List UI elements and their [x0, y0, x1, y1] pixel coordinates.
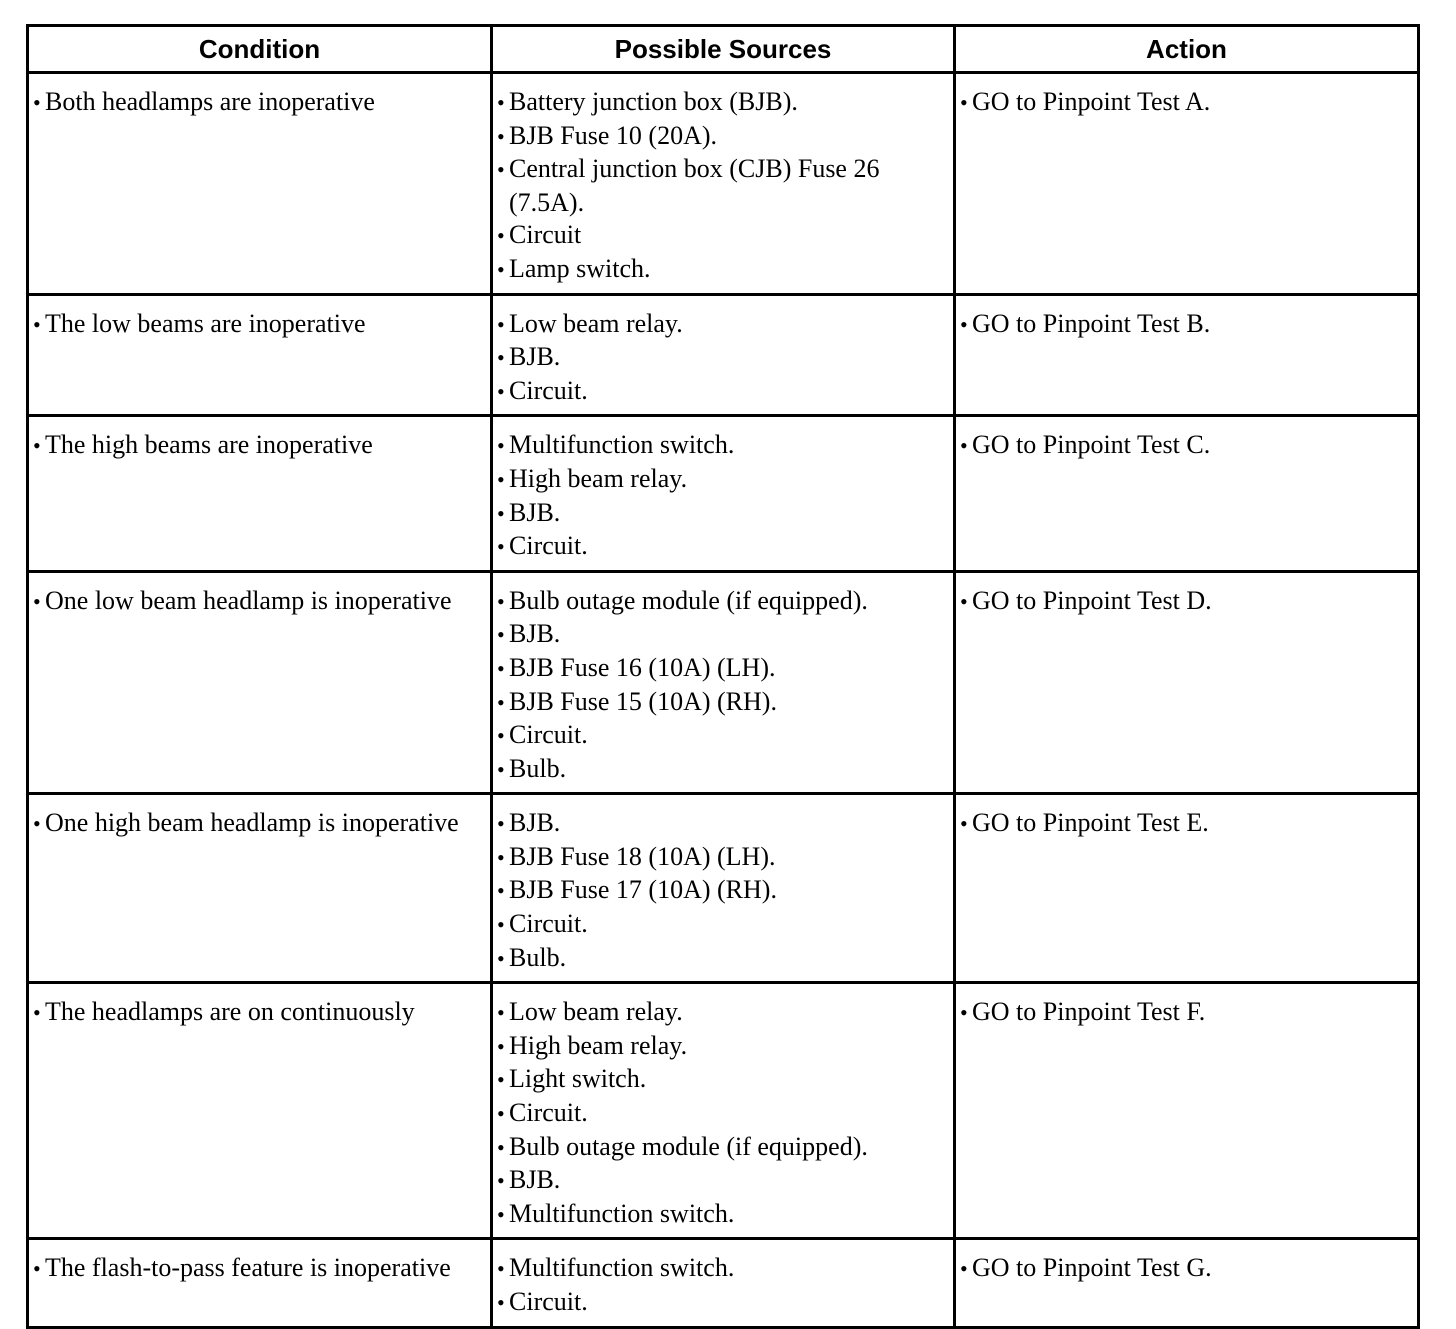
source-item-text: Bulb outage module (if equipped). — [509, 585, 868, 615]
bullet-icon: • — [497, 1067, 505, 1093]
header-possible-sources: Possible Sources — [492, 26, 955, 73]
source-item-text: Circuit. — [509, 1287, 588, 1316]
source-item — [497, 719, 947, 753]
bullet-icon: • — [497, 655, 505, 681]
source-item-text: High beam relay. — [509, 1030, 688, 1060]
condition-item-text: The flash-to-pass feature is inoperative — [45, 1253, 451, 1283]
source-item-text: Multifunction switch. — [509, 1198, 735, 1228]
source-item — [497, 120, 947, 154]
source-item-text: Circuit. — [509, 1098, 588, 1128]
bullet-icon: • — [497, 1201, 505, 1227]
bullet-icon: • — [960, 90, 968, 115]
condition-item-text: The high beams are inoperative — [45, 430, 373, 460]
action-item-text: GO to Pinpoint Test A. — [972, 87, 1211, 116]
diagnosis-table — [26, 24, 1420, 1329]
source-item — [497, 375, 947, 409]
bullet-icon: • — [33, 811, 41, 837]
source-item — [497, 874, 947, 908]
source-item-text: Low beam relay. — [509, 308, 683, 338]
action-cell — [955, 571, 1419, 794]
action-cell — [955, 794, 1419, 983]
table-body — [28, 73, 1419, 1328]
source-item — [497, 686, 947, 720]
sources-cell — [492, 571, 955, 794]
source-item — [497, 86, 947, 120]
condition-cell — [28, 416, 492, 571]
action-item — [960, 585, 1411, 619]
action-item — [960, 429, 1411, 463]
sources-cell — [492, 73, 955, 295]
bullet-icon: • — [497, 123, 505, 149]
bullet-icon: • — [33, 433, 41, 459]
source-item-text: Circuit. — [509, 375, 588, 405]
bullet-icon: • — [497, 811, 505, 837]
source-item-text: Central junction box (CJB) Fuse 26 (7.5A). — [509, 154, 880, 217]
bullet-icon: • — [497, 500, 505, 526]
condition-item — [33, 585, 484, 619]
bullet-icon: • — [33, 1256, 41, 1282]
bullet-icon: • — [497, 1256, 505, 1282]
bullet-icon: • — [497, 1101, 505, 1127]
source-item — [497, 942, 947, 976]
source-item-text: Bulb outage module (if equipped). — [509, 1131, 868, 1161]
bullet-icon: • — [497, 1000, 505, 1026]
header-condition: Condition — [28, 26, 492, 73]
source-item-text: BJB. — [509, 342, 561, 372]
source-item — [497, 1286, 947, 1320]
table-row — [28, 983, 1419, 1239]
condition-cell — [28, 794, 492, 983]
condition-item-text: One high beam headlamp is inoperative — [45, 808, 459, 838]
action-item-text: GO to Pinpoint Test F. — [972, 997, 1206, 1027]
source-item — [497, 463, 947, 497]
sources-cell — [492, 1239, 955, 1327]
bullet-icon: • — [960, 811, 968, 837]
action-item — [960, 996, 1411, 1030]
bullet-icon: • — [497, 588, 505, 614]
source-item — [497, 652, 947, 686]
bullet-icon: • — [497, 433, 505, 459]
condition-item-text: One low beam headlamp is inoperative — [45, 585, 452, 615]
bullet-icon: • — [497, 90, 505, 115]
table-row — [28, 416, 1419, 571]
source-item-text: Circuit. — [509, 531, 588, 561]
source-item-text: BJB. — [509, 808, 561, 838]
source-item-text: Circuit. — [509, 720, 588, 750]
source-item — [497, 585, 947, 619]
condition-item — [33, 308, 484, 342]
bullet-icon: • — [497, 1033, 505, 1059]
bullet-icon: • — [497, 256, 505, 282]
action-item — [960, 86, 1411, 120]
source-item-text: BJB Fuse 10 (20A). — [509, 120, 718, 150]
bullet-icon: • — [497, 723, 505, 749]
bullet-icon: • — [497, 756, 505, 782]
bullet-icon: • — [497, 912, 505, 938]
bullet-icon: • — [497, 311, 505, 337]
bullet-icon: • — [33, 588, 41, 614]
action-item — [960, 807, 1411, 841]
bullet-icon: • — [33, 311, 41, 337]
source-item — [497, 429, 947, 463]
action-item — [960, 308, 1411, 342]
bullet-icon: • — [497, 844, 505, 870]
action-cell — [955, 294, 1419, 416]
bullet-icon: • — [33, 1000, 41, 1026]
source-item — [497, 1131, 947, 1165]
source-item — [497, 219, 947, 253]
action-item — [960, 1252, 1411, 1286]
bullet-icon: • — [960, 1000, 968, 1026]
condition-item-text: The low beams are inoperative — [45, 308, 366, 338]
source-item-text: BJB Fuse 15 (10A) (RH). — [509, 686, 777, 716]
bullet-icon: • — [497, 1168, 505, 1194]
action-item-text: GO to Pinpoint Test G. — [972, 1253, 1212, 1283]
table-row — [28, 73, 1419, 295]
bullet-icon: • — [960, 588, 968, 614]
header-row — [28, 26, 1419, 73]
action-cell — [955, 416, 1419, 571]
action-cell — [955, 73, 1419, 295]
source-item — [497, 153, 947, 219]
bullet-icon: • — [33, 90, 41, 115]
source-item — [497, 908, 947, 942]
source-item — [497, 308, 947, 342]
action-item-text: GO to Pinpoint Test C. — [972, 430, 1211, 460]
source-item — [497, 1030, 947, 1064]
source-item-text: BJB. — [509, 1165, 561, 1195]
source-item — [497, 530, 947, 564]
condition-item — [33, 996, 484, 1030]
source-item-text: Multifunction switch. — [509, 430, 735, 460]
source-item-text: BJB Fuse 17 (10A) (RH). — [509, 875, 777, 905]
source-item — [497, 1063, 947, 1097]
condition-item — [33, 429, 484, 463]
bullet-icon: • — [497, 345, 505, 371]
action-item-text: GO to Pinpoint Test B. — [972, 308, 1211, 338]
source-item — [497, 1198, 947, 1232]
table-row — [28, 794, 1419, 983]
source-item-text: Multifunction switch. — [509, 1253, 735, 1283]
source-item-text: Lamp switch. — [509, 253, 651, 283]
action-item-text: GO to Pinpoint Test E. — [972, 808, 1209, 838]
source-item — [497, 618, 947, 652]
bullet-icon: • — [497, 689, 505, 715]
table-row — [28, 571, 1419, 794]
source-item-text: Circuit. — [509, 909, 588, 939]
condition-cell — [28, 983, 492, 1239]
bullet-icon: • — [497, 878, 505, 904]
bullet-icon: • — [497, 1290, 505, 1315]
bullet-icon: • — [497, 157, 505, 183]
bullet-icon: • — [960, 311, 968, 337]
bullet-icon: • — [497, 223, 505, 249]
bullet-icon: • — [497, 466, 505, 492]
source-item-text: High beam relay. — [509, 463, 688, 493]
bullet-icon: • — [497, 534, 505, 560]
source-item-text: BJB Fuse 16 (10A) (LH). — [509, 652, 776, 682]
sources-cell — [492, 794, 955, 983]
action-item-text: GO to Pinpoint Test D. — [972, 585, 1212, 615]
source-item-text: Battery junction box (BJB). — [509, 87, 798, 116]
condition-cell — [28, 571, 492, 794]
bullet-icon: • — [497, 622, 505, 648]
condition-cell — [28, 73, 492, 295]
bullet-icon: • — [497, 945, 505, 971]
source-item — [497, 807, 947, 841]
sources-cell — [492, 416, 955, 571]
sources-cell — [492, 983, 955, 1239]
table-row — [28, 1239, 1419, 1327]
source-item-text: BJB. — [509, 619, 561, 649]
condition-item-text: Both headlamps are inoperative — [45, 87, 375, 116]
bullet-icon: • — [497, 1134, 505, 1160]
source-item — [497, 1097, 947, 1131]
source-item — [497, 1252, 947, 1286]
condition-item — [33, 1252, 484, 1286]
table-row — [28, 294, 1419, 416]
source-item — [497, 253, 947, 287]
condition-cell — [28, 1239, 492, 1327]
source-item-text: Bulb. — [509, 753, 567, 783]
action-cell — [955, 1239, 1419, 1327]
bullet-icon: • — [497, 378, 505, 404]
source-item-text: Circuit — [509, 220, 582, 250]
source-item — [497, 841, 947, 875]
source-item-text: Low beam relay. — [509, 997, 683, 1027]
source-item — [497, 753, 947, 787]
condition-item — [33, 807, 484, 841]
header-action: Action — [955, 26, 1419, 73]
source-item — [497, 1164, 947, 1198]
action-cell — [955, 983, 1419, 1239]
source-item — [497, 341, 947, 375]
sources-cell — [492, 294, 955, 416]
source-item-text: Bulb. — [509, 942, 567, 972]
condition-cell — [28, 294, 492, 416]
source-item-text: Light switch. — [509, 1064, 647, 1094]
source-item-text: BJB Fuse 18 (10A) (LH). — [509, 841, 776, 871]
bullet-icon: • — [960, 1256, 968, 1282]
condition-item — [33, 86, 484, 120]
source-item — [497, 996, 947, 1030]
bullet-icon: • — [960, 433, 968, 459]
source-item-text: BJB. — [509, 497, 561, 527]
source-item — [497, 497, 947, 531]
condition-item-text: The headlamps are on continuously — [45, 997, 415, 1027]
